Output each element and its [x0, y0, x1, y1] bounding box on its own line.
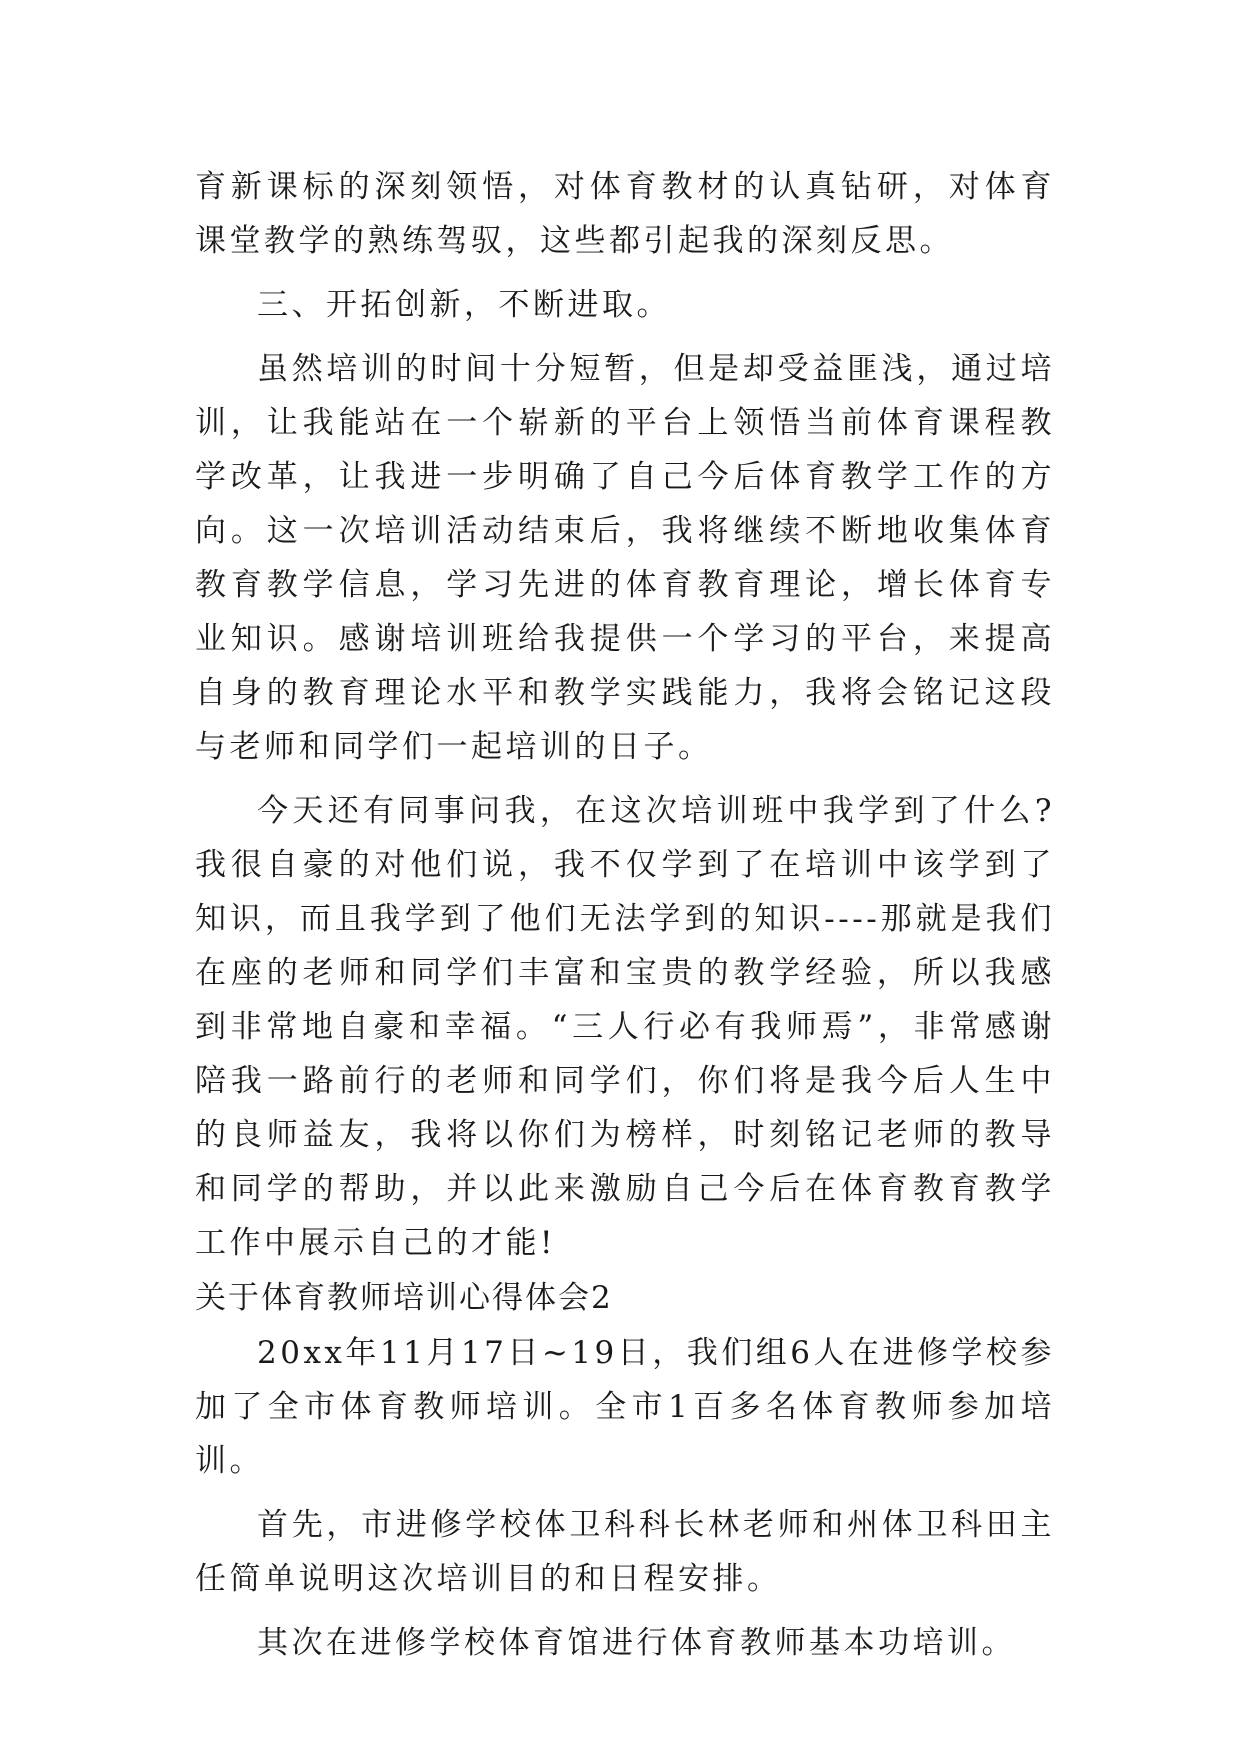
paragraph: 20xx年11月17日~19日，我们组6人在进修学校参加了全市体育教师培训。全市1百多名体育教师参加培训。 — [195, 1335, 1055, 1479]
paragraph-continuation: 育新课标的深刻领悟，对体育教材的认真钻研，对体育课堂教学的熟练驾驭，这些都引起我的深刻反思。 — [195, 169, 1055, 259]
document-body — [195, 160, 1055, 1670]
paragraph: 首先，市进修学校体卫科科长林老师和州体卫科田主任简单说明这次培训目的和日程安排。 — [195, 1507, 1055, 1597]
paragraph: 其次在进修学校体育馆进行体育教师基本功培训。 — [257, 1625, 1016, 1661]
paragraph: 虽然培训的时间十分短暂，但是却受益匪浅，通过培训，让我能站在一个崭新的平台上领悟当前体育课程教学改革，让我进一步明确了自己今后体育教学工作的方向。这一次培训活动结束后，我将继续不断地收集体育教育教学信息，学习先进的体育教育理论，增长体育专业知识。感谢培训班给我提供一个学习的平台，来提高自身的教育理论水平和教学实践能力，我将会铭记这段与老师和同学们一起培训的日子。 — [195, 351, 1055, 765]
paragraph-subheading: 三、开拓创新，不断进取。 — [257, 287, 671, 323]
section-title: 关于体育教师培训心得体会2 — [195, 1280, 613, 1316]
paragraph: 今天还有同事问我，在这次培训班中我学到了什么?我很自豪的对他们说，我不仅学到了在培训中该学到了知识，而且我学到了他们无法学到的知识----那就是我们在座的老师和同学们丰富和宝贵的教学经验，所以我感到非常地自豪和幸福。“三人行必有我师焉”，非常感谢陪我一路前行的老师和同学们，你们将是我今后人生中的良师益友，我将以你们为榜样，时刻铭记老师的教导和同学的帮助，并以此来激励自己今后在体育教育教学工作中展示自己的才能! — [195, 793, 1055, 1261]
